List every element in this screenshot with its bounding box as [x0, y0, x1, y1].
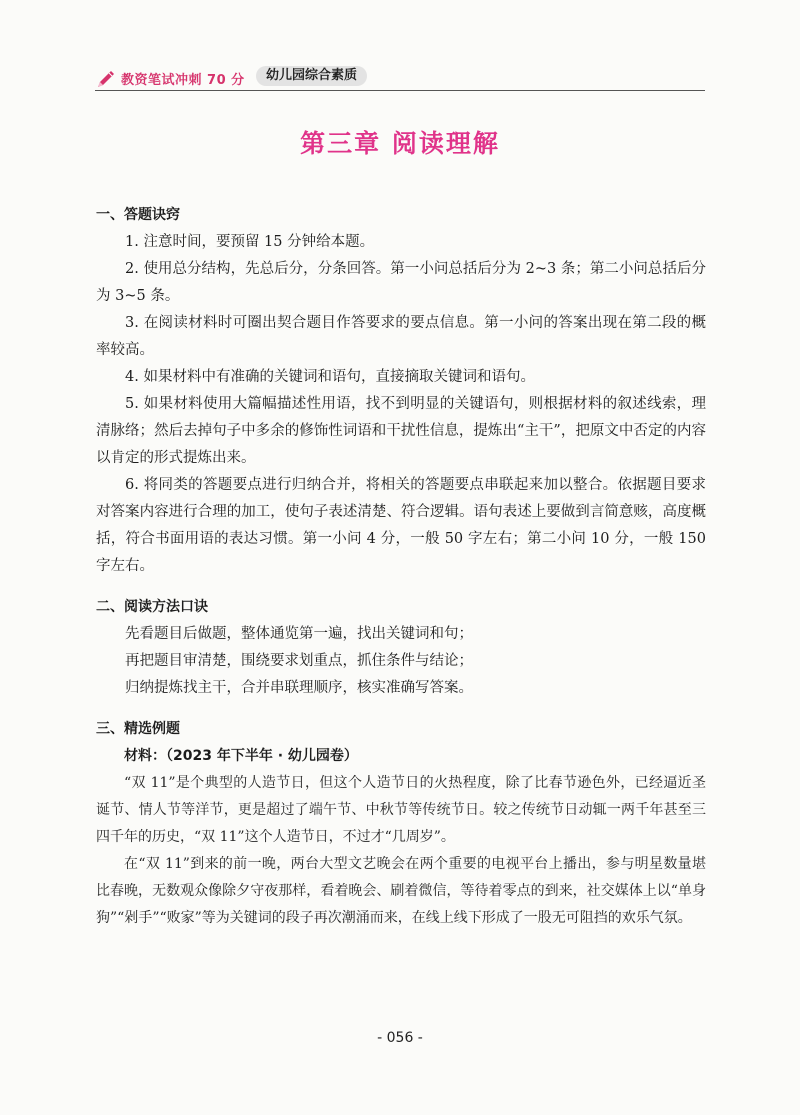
- list-item: 4. 如果材料中有准确的关键词和语句，直接摘取关键词和语句。: [125, 369, 535, 385]
- list-item: 3. 在阅读材料时可圈出契合题目作答要求的要点信息。第一小问的答案出现在第二段的概率较高。: [96, 315, 706, 358]
- pencil-icon: [95, 68, 117, 90]
- list-item: 1. 注意时间，要预留 15 分钟给本题。: [125, 234, 375, 250]
- verse-line: 归纳提炼找主干，合并串联理顺序，核实准确写答案。: [125, 680, 473, 696]
- header-divider: [95, 90, 705, 91]
- list-item: 6. 将同类的答题要点进行归纳合并，将相关的答题要点串联起来加以整合。依据题目要求对答案内容进行合理的加工，使句子表述清楚、符合逻辑。语句表述上要做到言简意赅，高度概括，符合书面用语的表达习惯。第一小问 4 分，一般 50 字左右；第二小问 10 分，一般 150 字左右。: [96, 477, 706, 574]
- section-tips: [96, 202, 706, 580]
- chapter-title: 第三章 阅读理解: [300, 129, 500, 158]
- verse-line: 先看题目后做题，整体通览第一遍，找出关键词和句；: [125, 626, 473, 642]
- verse-line: 再把题目审清楚，围绕要求划重点，抓住条件与结论；: [125, 653, 473, 669]
- list-item: 2. 使用总分结构，先总后分，分条回答。第一小问总括后分为 2~3 条；第二小问总括后分为 3~5 条。: [96, 261, 706, 304]
- section-method: [96, 594, 706, 702]
- material-label: 材料：（2023 年下半年 · 幼儿园卷）: [124, 748, 358, 764]
- material-paragraph: “双 11”是个典型的人造节日，但这个人造节日的火热程度，除了比春节逊色外，已经逼近圣诞节、情人节等洋节，更是超过了端午节、中秋节等传统节日。较之传统节日动辄一两千年甚至三四千年的历史，“双 11”这个人造节日，不过才“几周岁”。: [96, 775, 706, 845]
- section-heading: 一、答题诀窍: [96, 207, 180, 223]
- material-paragraph: 在“双 11”到来的前一晚，两台大型文艺晚会在两个重要的电视平台上播出，参与明星数量堪比春晚，无数观众像除夕守夜那样，看着晚会、刷着微信，等待着零点的到来，社交媒体上以“单身狗”“剁手”“败家”等为关键词的段子再次潮涌而来，在线上线下形成了一股无可阻挡的欢乐气氛。: [96, 856, 706, 926]
- book-title: 教资笔试冲刺 70 分: [121, 73, 245, 88]
- section-heading: 二、阅读方法口诀: [96, 599, 208, 615]
- main-content: [96, 202, 706, 932]
- subject-badge: 幼儿园综合素质: [256, 66, 367, 86]
- running-header: [95, 66, 705, 92]
- section-examples: [96, 716, 706, 932]
- list-item: 5. 如果材料使用大篇幅描述性用语，找不到明显的关键语句，则根据材料的叙述线索，理清脉络；然后去掉句子中多余的修饰性词语和干扰性信息，提炼出“主干”，把原文中否定的内容以肯定的形式提炼出来。: [96, 396, 706, 466]
- section-heading: 三、精选例题: [96, 721, 180, 737]
- page-number: - 056 -: [377, 1030, 423, 1046]
